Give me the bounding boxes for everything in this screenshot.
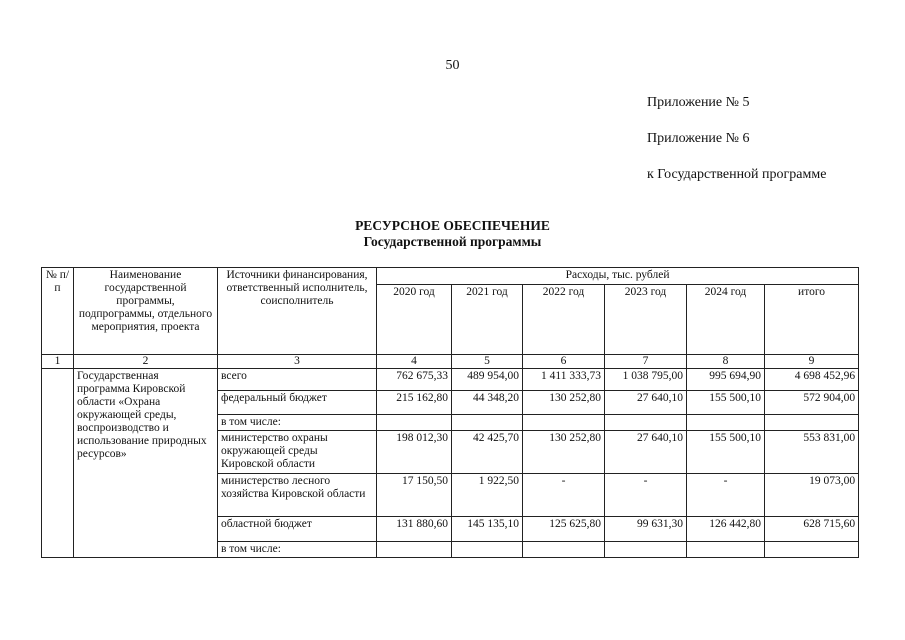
value-cell: - bbox=[687, 474, 765, 517]
row-number-cell bbox=[42, 369, 74, 558]
value-cell: 1 411 333,73 bbox=[523, 369, 605, 391]
value-cell: 99 631,30 bbox=[605, 517, 687, 542]
value-cell bbox=[605, 542, 687, 558]
appendix-line-3: к Государственной программе bbox=[647, 167, 827, 182]
title-line-2: Государственной программы bbox=[363, 234, 542, 249]
header-year: 2021 год bbox=[452, 285, 523, 355]
source-cell: в том числе: bbox=[218, 542, 377, 558]
value-cell: 126 442,80 bbox=[687, 517, 765, 542]
value-cell: 198 012,30 bbox=[377, 431, 452, 474]
header-row-1 bbox=[42, 268, 859, 285]
value-cell: 1 922,50 bbox=[452, 474, 523, 517]
value-cell: 489 954,00 bbox=[452, 369, 523, 391]
column-number: 6 bbox=[523, 355, 605, 369]
value-cell: 995 694,90 bbox=[687, 369, 765, 391]
source-cell: министерство лесного хозяйства Кировской области bbox=[218, 474, 377, 517]
column-number: 1 bbox=[42, 355, 74, 369]
column-number: 5 bbox=[452, 355, 523, 369]
value-cell: 131 880,60 bbox=[377, 517, 452, 542]
value-cell: 17 150,50 bbox=[377, 474, 452, 517]
value-cell: 572 904,00 bbox=[765, 391, 859, 415]
program-name: Государственная программа Кировской области «Охрана окружающей среды, воспроизводство и использование природных ресурсов» bbox=[74, 369, 218, 558]
source-cell: федеральный бюджет bbox=[218, 391, 377, 415]
value-cell: 155 500,10 bbox=[687, 431, 765, 474]
value-cell: 215 162,80 bbox=[377, 391, 452, 415]
column-number: 3 bbox=[218, 355, 377, 369]
value-cell: 155 500,10 bbox=[687, 391, 765, 415]
header-expenses: Расходы, тыс. рублей bbox=[377, 268, 859, 285]
header-year: 2024 год bbox=[687, 285, 765, 355]
appendix-line-1: Приложение № 5 bbox=[647, 95, 750, 110]
source-cell: всего bbox=[218, 369, 377, 391]
title-line-1: РЕСУРСНОЕ ОБЕСПЕЧЕНИЕ bbox=[355, 218, 550, 233]
value-cell: 19 073,00 bbox=[765, 474, 859, 517]
value-cell bbox=[377, 415, 452, 431]
value-cell bbox=[452, 415, 523, 431]
value-cell: 42 425,70 bbox=[452, 431, 523, 474]
appendix-line-2: Приложение № 6 bbox=[647, 131, 750, 146]
value-cell: - bbox=[605, 474, 687, 517]
value-cell: 553 831,00 bbox=[765, 431, 859, 474]
value-cell: - bbox=[523, 474, 605, 517]
value-cell: 27 640,10 bbox=[605, 431, 687, 474]
column-number: 8 bbox=[687, 355, 765, 369]
value-cell bbox=[452, 542, 523, 558]
header-year: 2023 год bbox=[605, 285, 687, 355]
value-cell: 628 715,60 bbox=[765, 517, 859, 542]
value-cell: 27 640,10 bbox=[605, 391, 687, 415]
document-title bbox=[0, 218, 905, 250]
header-num: № п/п bbox=[42, 268, 74, 355]
table-row bbox=[42, 369, 859, 391]
value-cell: 44 348,20 bbox=[452, 391, 523, 415]
header-name: Наименование государственной программы, подпрограммы, отдельного мероприятия, проекта bbox=[74, 268, 218, 355]
column-number: 7 bbox=[605, 355, 687, 369]
value-cell: 130 252,80 bbox=[523, 431, 605, 474]
value-cell: 4 698 452,96 bbox=[765, 369, 859, 391]
value-cell bbox=[605, 415, 687, 431]
value-cell bbox=[687, 542, 765, 558]
value-cell: 145 135,10 bbox=[452, 517, 523, 542]
resource-table bbox=[41, 267, 859, 558]
source-cell: в том числе: bbox=[218, 415, 377, 431]
header-year: 2020 год bbox=[377, 285, 452, 355]
page-number: 50 bbox=[445, 58, 460, 73]
column-numbers-row bbox=[42, 355, 859, 369]
value-cell bbox=[523, 415, 605, 431]
value-cell bbox=[765, 542, 859, 558]
value-cell: 130 252,80 bbox=[523, 391, 605, 415]
column-number: 4 bbox=[377, 355, 452, 369]
column-number: 9 bbox=[765, 355, 859, 369]
value-cell: 762 675,33 bbox=[377, 369, 452, 391]
value-cell: 1 038 795,00 bbox=[605, 369, 687, 391]
value-cell bbox=[377, 542, 452, 558]
header-total: итого bbox=[765, 285, 859, 355]
header-year: 2022 год bbox=[523, 285, 605, 355]
value-cell: 125 625,80 bbox=[523, 517, 605, 542]
value-cell bbox=[523, 542, 605, 558]
source-cell: областной бюджет bbox=[218, 517, 377, 542]
header-source: Источники финансирования, ответственный исполнитель, соисполнитель bbox=[218, 268, 377, 355]
column-number: 2 bbox=[74, 355, 218, 369]
value-cell bbox=[765, 415, 859, 431]
value-cell bbox=[687, 415, 765, 431]
source-cell: министерство охраны окружающей среды Кировской области bbox=[218, 431, 377, 474]
